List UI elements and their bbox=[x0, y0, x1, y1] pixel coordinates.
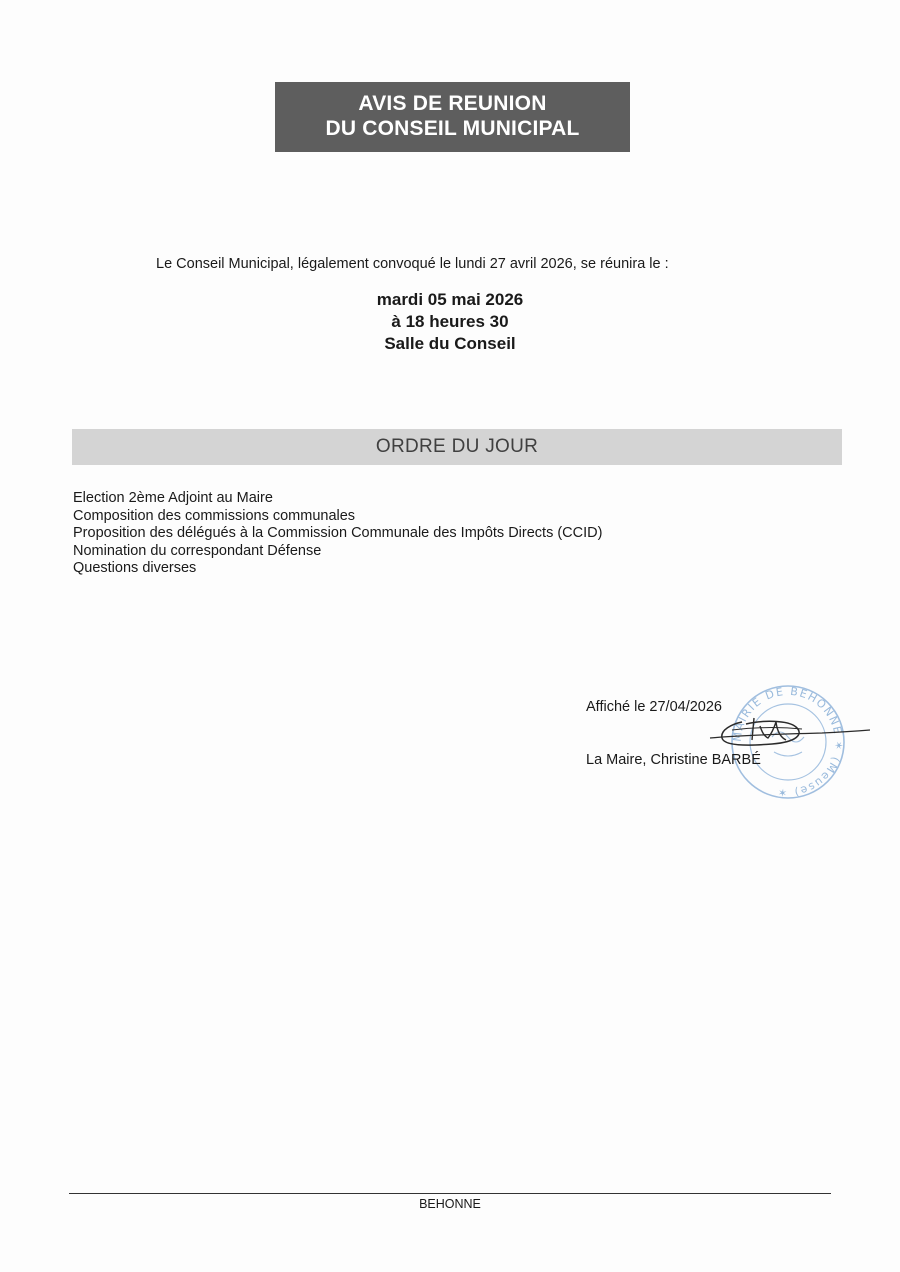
agenda-item: Election 2ème Adjoint au Maire bbox=[73, 490, 273, 506]
agenda-heading: ORDRE DU JOUR bbox=[72, 429, 842, 465]
convocation-sentence: Le Conseil Municipal, légalement convoqué le lundi 27 avril 2026, se réunira le : bbox=[156, 256, 669, 272]
notice-title-line-1: AVIS DE REUNION bbox=[358, 92, 547, 115]
footer-commune: BEHONNE bbox=[419, 1197, 481, 1211]
agenda-item: Composition des commissions communales bbox=[73, 507, 356, 524]
meeting-place: Salle du Conseil bbox=[384, 334, 516, 353]
meeting-date: mardi 05 mai 2026 bbox=[376, 290, 524, 309]
meeting-details bbox=[300, 289, 600, 355]
signatory-name: La Maire, Christine BARBÉ bbox=[586, 752, 761, 768]
notice-title-line-2: DU CONSEIL MUNICIPAL bbox=[325, 117, 580, 140]
agenda-item: Questions diverses bbox=[73, 560, 197, 576]
svg-text:MAIRIE DE BEHONNE ✶ (Meuse) ✶: MAIRIE DE BEHONNE ✶ (Meuse) ✶ bbox=[730, 684, 846, 800]
footer-divider bbox=[69, 1193, 831, 1194]
meeting-time: à 18 heures 30 bbox=[391, 312, 509, 331]
agenda-item: Proposition des délégués à la Commission Communale des Impôts Directs (CCID) bbox=[73, 525, 603, 541]
notice-title-box bbox=[275, 82, 630, 152]
agenda-list bbox=[73, 490, 602, 578]
agenda-item: Nomination du correspondant Défense bbox=[73, 542, 322, 559]
mayor-signature bbox=[702, 700, 872, 760]
posting-date: Affiché le 27/04/2026 bbox=[586, 699, 722, 715]
